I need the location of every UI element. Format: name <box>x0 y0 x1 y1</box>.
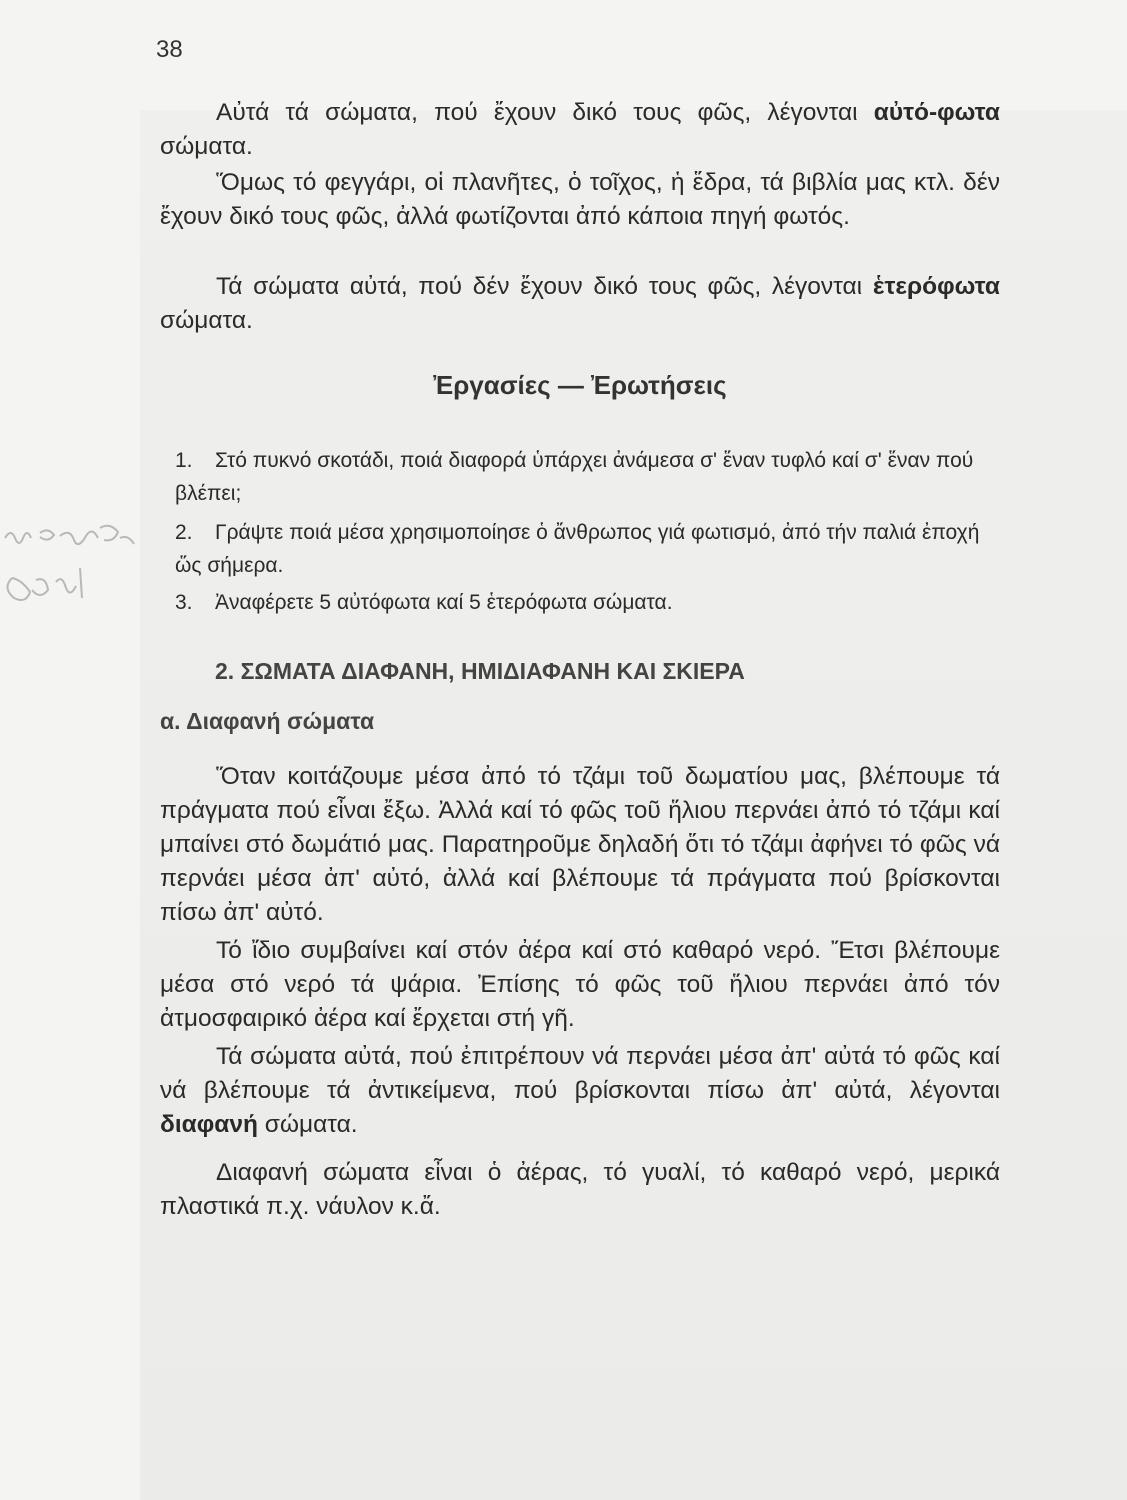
paragraph-eterophota: Τά σώματα αὐτά, πού δέν ἔχουν δικό τους φῶς, λέγονται ἑτερόφωτα σώματα. <box>160 273 1000 334</box>
paragraph-glass: Ὅταν κοιτάζουμε μέσα ἀπό τό τζάμι τοῦ δωματίου μας, βλέπουμε τά πράγματα πού εἶναι ἔξω. Ἀλλά καί τό φῶς τοῦ ἥλιου περνάει ἀπό τό τζάμι καί μπαίνει στό δωμάτιό μας. Παρατηροῦμε δηλαδή ὅτι τό τζάμι ἀφήνει τό φῶς νά περνάει μέσα ἀπ' αὐτό, ἀλλά καί βλέπουμε τά πράγματα πού βρίσκονται πίσω ἀπ' αὐτό. <box>160 763 1000 926</box>
paragraph-moon: Ὅμως τό φεγγάρι, οἱ πλανῆτες, ὁ τοῖχος, ἡ ἕδρα, τά βιβλία μας κτλ. δέν ἔχουν δικό τους φῶς, ἀλλά φωτίζονται ἀπό κάποια πηγή φωτός. <box>160 169 1000 230</box>
handwritten-note <box>0 518 150 628</box>
paragraph-autophota: Αὐτά τά σώματα, πού ἔχουν δικό τους φῶς, λέγονται αὐτό-φωτα σώματα. <box>160 99 1000 160</box>
section-title: 2. ΣΩΜΑΤΑ ΔΙΑΦΑΝΗ, ΗΜΙΔΙΑΦΑΝΗ ΚΑΙ ΣΚΙΕΡΑ <box>215 658 745 684</box>
subsection-title: α. Διαφανή σώματα <box>160 708 375 734</box>
paragraph-air-water: Τό ἴδιο συμβαίνει καί στόν ἀέρα καί στό καθαρό νερό. Ἔτσι βλέπουμε μέσα στό νερό τά ψάρια. Ἐπίσης τό φῶς τοῦ ἥλιου περνάει ἀπό τόν ἀτμοσφαιρικό ἀέρα καί ἔρχεται στή γῆ. <box>160 937 1000 1032</box>
handwritten-scribble <box>0 518 150 628</box>
paragraph-transparent-examples: Διαφανή σώματα εἶναι ὁ ἀέρας, τό γυαλί, τό καθαρό νερό, μερικά πλαστικά π.χ. νάυλον κ.ἄ. <box>160 1159 1000 1220</box>
question-3: 3. Ἀναφέρετε 5 αὐτόφωτα καί 5 ἑτερόφωτα σώματα. <box>175 591 673 614</box>
page-number: 38 <box>156 36 183 63</box>
term-diafani: διαφανή <box>160 1111 258 1138</box>
paragraph-transparent-definition: Τά σώματα αὐτά, πού ἐπιτρέπουν νά περνάει μέσα ἀπ' αὐτά τό φῶς καί νά βλέπουμε τά ἀντικείμενα, πού βρίσκονται πίσω ἀπ' αὐτά, λέγονται διαφανή σώματα. <box>160 1043 1000 1138</box>
question-1: 1. Στό πυκνό σκοτάδι, ποιά διαφορά ὑπάρχει ἀνάμεσα σ' ἕναν τυφλό καί σ' ἕναν πού βλέπει; <box>175 449 974 505</box>
question-2: 2. Γράψτε ποιά μέσα χρησιμοποίησε ὁ ἄνθρωπος γιά φωτισμό, ἀπό τήν παλιά ἐποχή ὥς σήμερα. <box>175 521 980 577</box>
term-eterophota: ἑτερόφωτα <box>872 273 1000 300</box>
exercises-heading: Ἐργασίες — Ἐρωτήσεις <box>433 370 727 400</box>
term-autophota: αὐτό-φωτα <box>873 99 1000 126</box>
